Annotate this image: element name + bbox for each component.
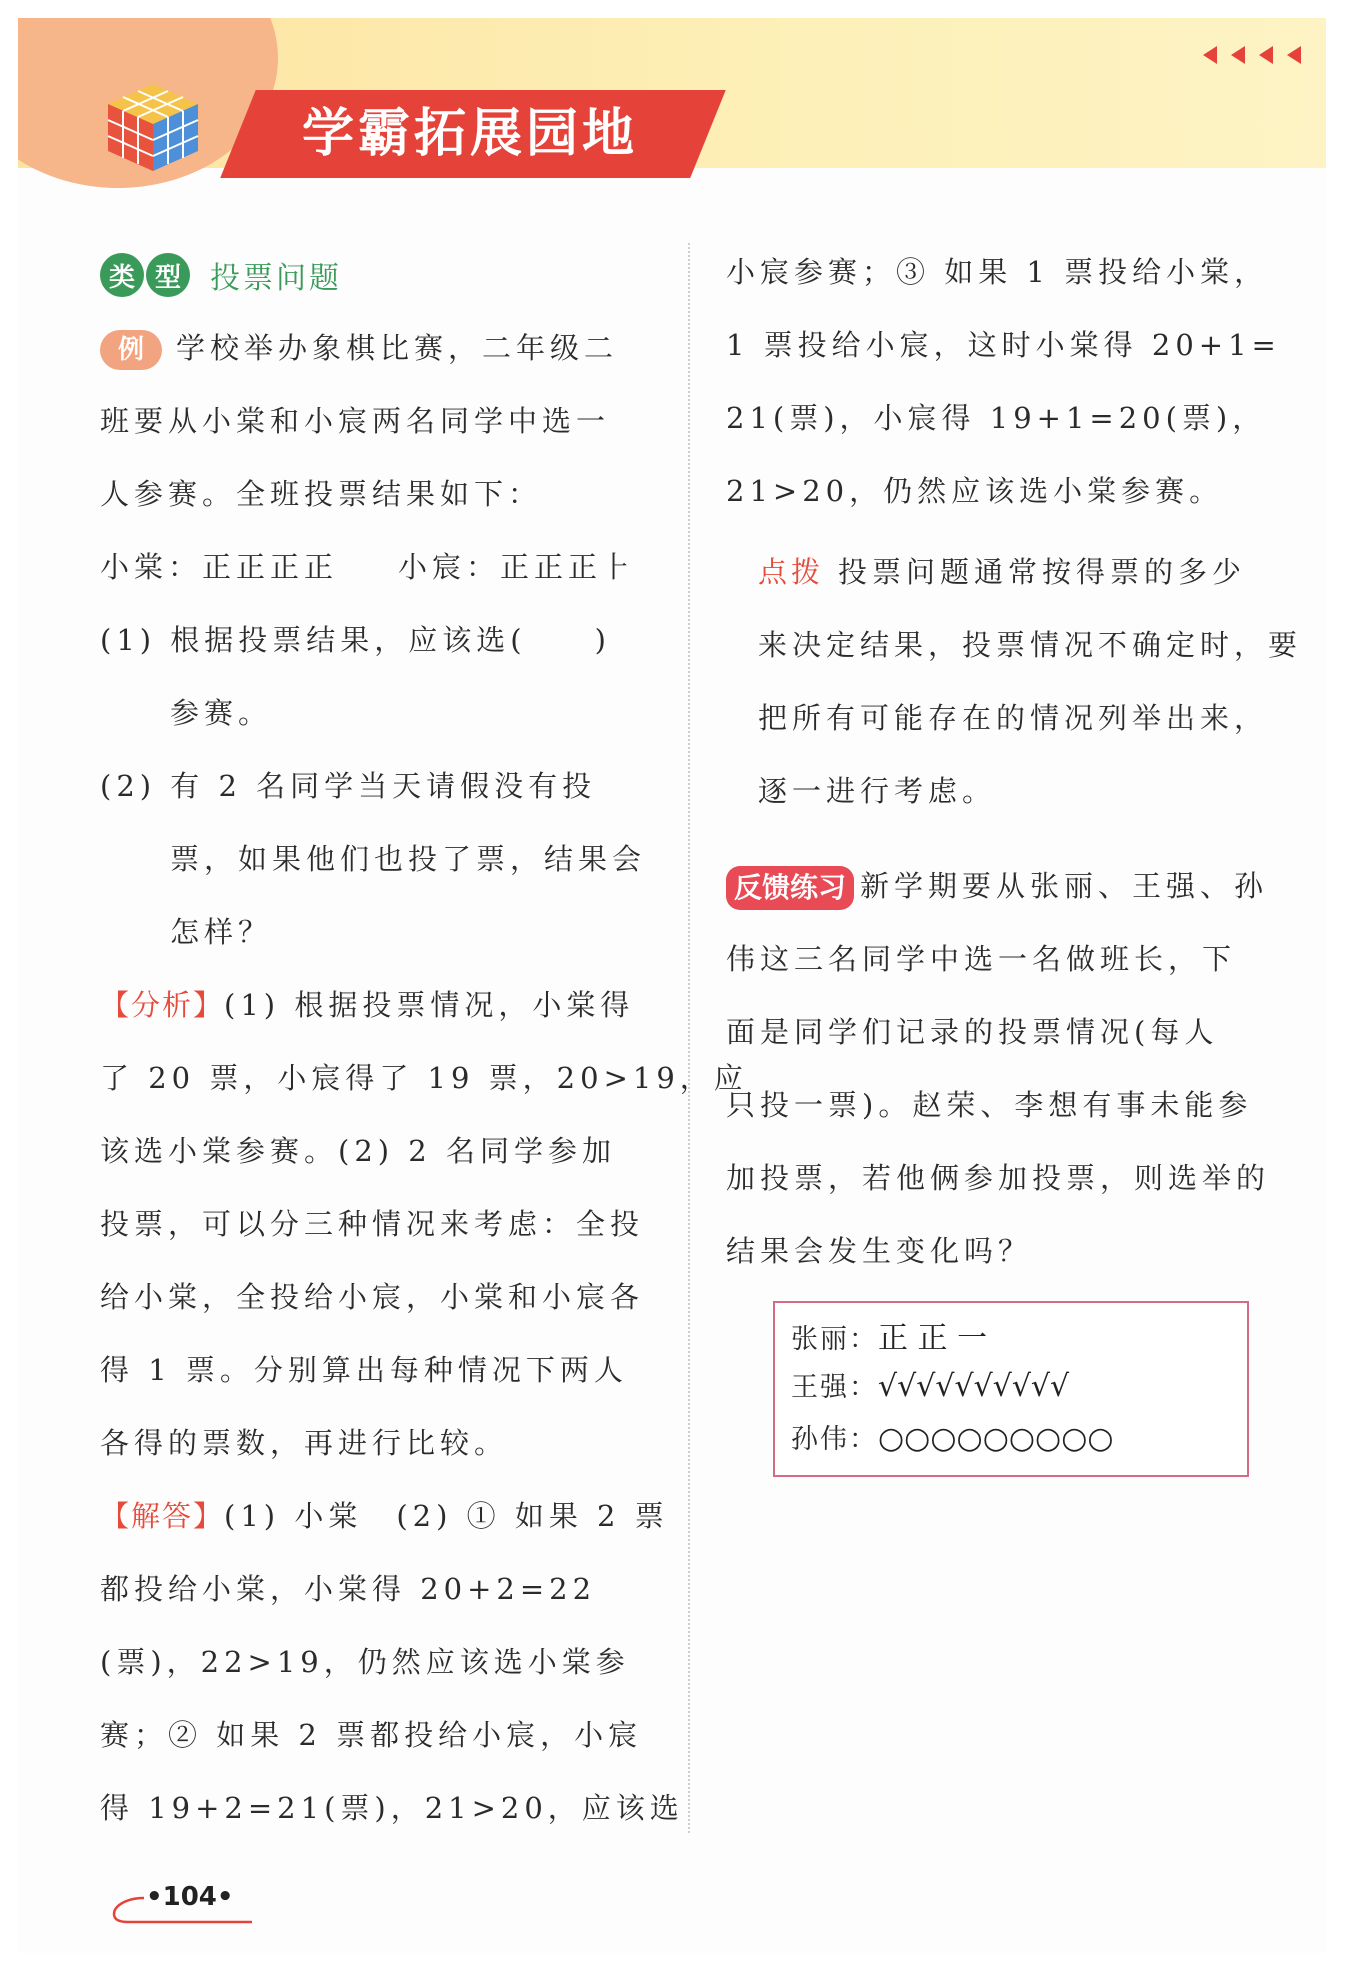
question-1-cont: 参赛。	[170, 696, 273, 730]
section-title: 学霸拓展园地	[301, 104, 638, 164]
analysis-line: 投票，可以分三种情况来考虑：全投	[100, 1207, 645, 1241]
candidate-name: 王强：	[791, 1372, 878, 1403]
tip-line: 点拨 投票问题通常按得票的多少	[758, 555, 1247, 589]
analysis-line: 各得的票数，再进行比较。	[100, 1426, 509, 1460]
analysis-line: 该选小棠参赛。(2) 2 名同学参加	[100, 1134, 616, 1168]
type-title: 投票问题	[210, 261, 342, 296]
feedback-line: 只投一票)。赵荣、李想有事未能参	[726, 1088, 1253, 1122]
question-1: (1) 根据投票结果，应该选( )	[100, 623, 611, 657]
analysis-line: 了 20 票，小宸得了 19 票，20>19，应	[100, 1061, 748, 1095]
answer-cont-line: 小宸参赛；③ 如果 1 票投给小棠，	[726, 255, 1269, 289]
analysis-line: 【分析】(1) 根据投票情况，小棠得	[100, 988, 635, 1022]
feedback-line: 结果会发生变化吗？	[726, 1234, 1033, 1268]
left-column	[100, 238, 748, 1845]
answer-line: 赛；② 如果 2 票都投给小宸，小宸	[100, 1718, 643, 1752]
answer-line: (票)，22>19，仍然应该选小棠参	[100, 1645, 630, 1679]
tip-line: 逐一进行考虑。	[758, 774, 997, 808]
answer-line: 都投给小棠，小棠得 20+2=22	[100, 1572, 597, 1606]
candidate-name: 张丽：	[791, 1324, 878, 1355]
feedback-line: 面是同学们记录的投票情况(每人	[726, 1015, 1219, 1049]
candidate-name: 孙伟：	[791, 1424, 878, 1455]
answer-cont-line: 1 票投给小宸，这时小棠得 20+1=	[726, 328, 1281, 362]
example-line: 人参赛。全班投票结果如下：	[100, 477, 543, 511]
tip-line: 来决定结果，投票情况不确定时，要	[758, 628, 1303, 662]
circle-marks: ○○○○○○○○○	[878, 1421, 1114, 1456]
analysis-line: 给小棠，全投给小宸，小棠和小宸各	[100, 1280, 645, 1314]
feedback-tag: 反馈练习	[726, 866, 854, 910]
column-divider	[688, 243, 690, 1833]
type-badge	[100, 253, 192, 297]
type-heading	[100, 238, 665, 312]
tally-marks: 正 正 一	[878, 1321, 988, 1356]
vote-row-sun	[791, 1417, 1114, 1456]
vote-row-zhang	[791, 1313, 987, 1357]
feedback-line: 加投票，若他俩参加投票，则选举的	[726, 1161, 1271, 1195]
analysis-line: 得 1 票。分别算出每种情况下两人	[100, 1353, 628, 1387]
page-number: •104•	[106, 1878, 256, 1928]
arrow-left-icon	[1203, 40, 1323, 70]
answer-cont-line: 21>20，仍然应该选小棠参赛。	[726, 474, 1224, 508]
tally-line: 小棠：正正正正 小宸：正正正⺊	[100, 550, 637, 584]
type-badge-char: 类	[100, 253, 144, 297]
tip-box	[758, 536, 1303, 828]
answer-line: 【解答】(1) 小棠 (2) ① 如果 2 票	[100, 1499, 669, 1533]
tip-tag: 点拨	[758, 555, 825, 589]
example-line: 班要从小棠和小宸两名同学中选一	[100, 404, 611, 438]
vote-record-box	[773, 1301, 1249, 1477]
feedback-exercise	[726, 850, 1306, 1288]
example-line: 例 学校举办象棋比赛，二年级二	[100, 312, 665, 385]
question-2: (2) 有 2 名同学当天请假没有投	[100, 769, 597, 803]
book-page	[18, 18, 1326, 1953]
answer-cont-line: 21(票)，小宸得 19+1=20(票)，	[726, 401, 1267, 435]
tip-line: 把所有可能存在的情况列举出来，	[758, 701, 1269, 735]
rubik-cube-icon	[98, 76, 208, 176]
right-column	[726, 236, 1296, 528]
feedback-line: 反馈练习 新学期要从张丽、王强、孙	[726, 850, 1306, 923]
vote-row-wang	[791, 1365, 1069, 1404]
analysis-tag: 【分析】	[100, 988, 225, 1022]
check-marks: √√√√√√√√√√	[878, 1369, 1070, 1404]
question-2-cont: 票，如果他们也投了票，结果会	[170, 842, 647, 876]
answer-tag: 【解答】	[100, 1499, 225, 1533]
type-badge-char: 型	[146, 253, 190, 297]
feedback-line: 伟这三名同学中选一名做班长，下	[726, 942, 1237, 976]
question-2-cont: 怎样？	[170, 915, 273, 949]
example-tag: 例	[100, 330, 162, 370]
answer-line: 得 19+2=21(票)，21>20，应该选	[100, 1791, 684, 1825]
